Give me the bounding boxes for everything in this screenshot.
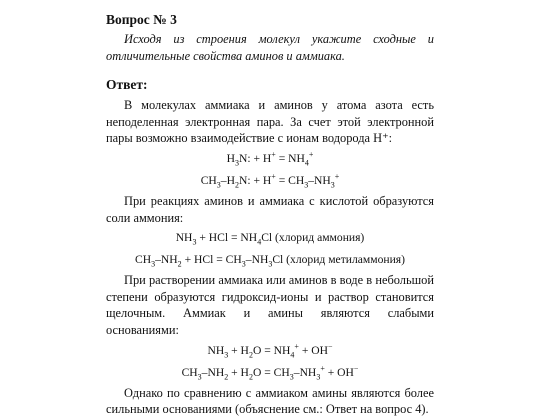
- paragraph-2: При реакциях аминов и аммиака с кислотой образуются соли аммония:: [106, 193, 434, 225]
- equation-1: $H_3N$: + $H^+ = NH_4^+$: [226, 150, 314, 168]
- equation-6: $CH_3-NH_2 + H_2O = CH_3-NH_3^+ + OH^-$: [181, 363, 359, 381]
- equation-5: $NH_3 + H_2O = NH_4^+ + OH^-$: [207, 341, 333, 359]
- equation-4: $CH_3-NH_2$ + HCl = $CH_3-NH_3Cl$ (хлорид метиламмония): [135, 253, 405, 269]
- paragraph-1: В молекулах аммиака и аминов у атома азота есть неподеленная электронная пара. За счет этой электронной пары возможно взаимодействие с ионам водорода H⁺:: [106, 98, 434, 146]
- paragraph-3: При растворении аммиака или аминов в воде в небольшой степени образуются гидроксид-ионы и раствор становится щелочным. Аммиак и амины являются слабыми основаниями:: [106, 273, 434, 337]
- question-text: Исходя из строения молекул укажите сходные и отличительные свойства аминов и аммиака.: [106, 32, 434, 63]
- answer-heading: Ответ:: [106, 77, 148, 93]
- equation-3: $NH_3$ + HCl = $NH_4Cl$ (хлорид аммония): [175, 231, 365, 247]
- document-page: [106, 11, 434, 418]
- equation-2: $CH_3-H_2N$: + $H^+ = CH_3-NH_3^+$: [200, 172, 340, 190]
- paragraph-4: Однако по сравнению с аммиаком амины являются более сильными основаниями (объяснение см.: Ответ на вопрос 4).: [106, 385, 434, 417]
- question-heading: Вопрос № 3: [106, 12, 177, 27]
